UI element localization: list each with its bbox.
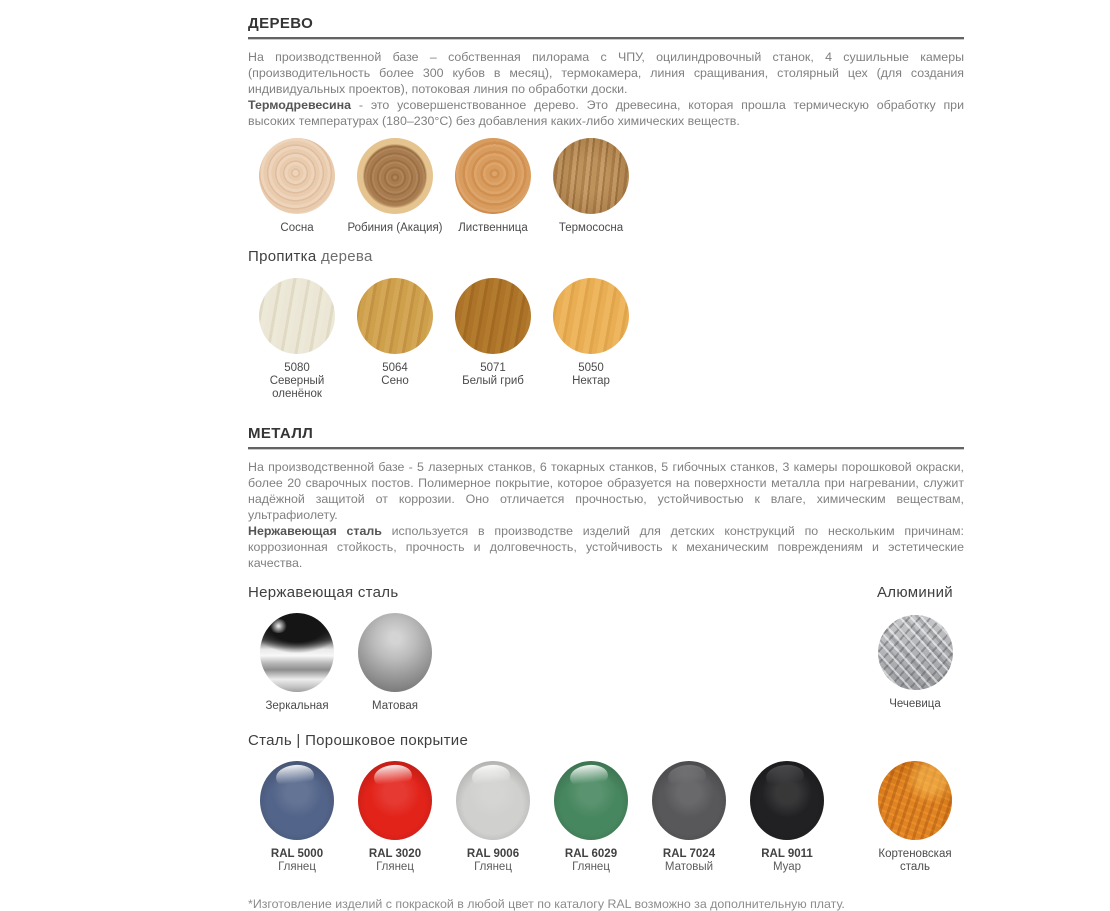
swatch-name-label: Белый гриб <box>462 375 524 387</box>
robinia-cross-section-swatch <box>357 138 433 214</box>
impregnation-5050 <box>542 278 640 401</box>
stainless-mirror <box>248 613 346 713</box>
wood-section-divider <box>248 37 964 40</box>
ral-code-label: RAL 5000 <box>270 848 324 860</box>
content-column <box>248 0 964 911</box>
stainless-matte <box>346 613 444 713</box>
swatch-label: Робиния (Акация) <box>347 222 443 234</box>
metal-paragraph-1: На производственной базе - 5 лазерных станков, 6 токарных станков, 5 гибочных станков, 3 камеры порошковой окраски, более 20 сварочных постов. Полимерное покрытие, которое образуется на поверхности металла при нагревании, служит надёжной защитой от коррозии. Оно отличается прочностью, устойчивостью к влаге, химическим веществам, ультрафиолету. <box>248 460 964 522</box>
ral-code-label: RAL 3020 <box>368 848 422 860</box>
swatch-label: Термососна <box>558 222 624 234</box>
wood-type-thermopine <box>542 138 640 235</box>
ral-code-label: RAL 7024 <box>662 848 716 860</box>
ral-5000-sphere <box>260 761 334 840</box>
swatch-code-label: 5064 <box>382 362 408 374</box>
impregnation-swatch-5064 <box>357 278 433 354</box>
ral-6029 <box>542 761 640 874</box>
impregnation-swatch-5080 <box>259 278 335 354</box>
swatch-name-label: Северный оленёнок <box>269 375 325 400</box>
swatch-label: Сосна <box>280 222 314 234</box>
ral-finish-label: Глянец <box>572 861 610 873</box>
ral-9011-sphere <box>750 761 824 840</box>
corten-steel <box>866 761 964 874</box>
impregnation-swatch-5050 <box>553 278 629 354</box>
ral-7024-sphere <box>652 761 726 840</box>
swatch-label: Матовая <box>372 700 418 712</box>
ral-3020-sphere <box>358 761 432 840</box>
matte-steel-sphere <box>358 613 432 692</box>
ral-5000 <box>248 761 346 874</box>
impregnation-5064 <box>346 278 444 401</box>
corten-steel-swatch <box>878 761 952 840</box>
stainless-aluminum-header <box>248 584 964 602</box>
checker-plate-swatch <box>878 615 953 690</box>
wood-description <box>248 49 964 129</box>
impregnation-heading-main: Пропитка <box>248 248 317 265</box>
swatch-code-label: 5071 <box>480 362 506 374</box>
metal-paragraph-2 <box>248 523 964 571</box>
impregnation-swatch-5071 <box>455 278 531 354</box>
swatch-label: Зеркальная <box>265 700 329 712</box>
ral-9006 <box>444 761 542 874</box>
powder-coating-heading: Сталь | Порошковое покрытие <box>248 732 469 749</box>
metal-description <box>248 459 964 571</box>
swatch-name-label: Нектар <box>572 375 610 387</box>
ral-7024 <box>640 761 738 874</box>
ral-9011 <box>738 761 836 874</box>
metal-paragraph-2-lead: Нержавеющая сталь <box>248 524 382 538</box>
wood-type-robinia <box>346 138 444 235</box>
stainless-row <box>248 613 964 713</box>
swatch-label: Кортеновская сталь <box>878 848 952 873</box>
stainless-heading: Нержавеющая сталь <box>248 584 399 601</box>
swatch-code-label: 5080 <box>284 362 310 374</box>
wood-paragraph-1: На производственной базе – собственная пилорама с ЧПУ, оцилиндровочный станок, 4 сушильные камеры (производительность более 300 кубов в месяц), термокамера, линия сращивания, столярный цех (для создания индивидуальных проектов), потоковая линия по обработки доски. <box>248 50 964 96</box>
ral-finish-label: Глянец <box>474 861 512 873</box>
impregnation-row <box>248 278 964 401</box>
ral-9006-sphere <box>456 761 530 840</box>
wood-type-larch <box>444 138 542 235</box>
swatch-label: Чечевица <box>889 698 941 710</box>
powder-coating-row <box>248 761 964 874</box>
ral-finish-label: Матовый <box>664 861 714 873</box>
impregnation-5071 <box>444 278 542 401</box>
thermopine-grain-swatch <box>553 138 629 214</box>
impregnation-heading <box>248 248 964 265</box>
aluminum-lentil <box>866 615 964 711</box>
metal-section-title: МЕТАЛЛ <box>248 425 314 442</box>
ral-3020 <box>346 761 444 874</box>
ral-code-label: RAL 6029 <box>564 848 618 860</box>
ral-footnote: *Изготовление изделий с покраской в любой цвет по каталогу RAL возможно за дополнительную плату. <box>248 897 845 911</box>
wood-paragraph-2-lead: Термодревесина <box>248 98 352 112</box>
larch-cross-section-swatch <box>455 138 531 214</box>
metal-section-divider <box>248 447 964 450</box>
metal-paragraph-2-rest: используется в производстве изделий для детских конструкций по нескольким причинам: коррозионная стойкость, прочность и долговечность, устойчивость к механическим повреждениям и эстетические качества. <box>248 524 964 570</box>
ral-code-label: RAL 9006 <box>466 848 520 860</box>
wood-paragraph-2-rest: - это усовершенствованное дерево. Это древесина, которая прошла термическую обработку при высоких температурах (180–230°С) без добавления каких-либо химических веществ. <box>248 98 964 128</box>
swatch-label: Лиственница <box>458 222 528 234</box>
aluminum-heading: Алюминий <box>877 584 953 601</box>
ral-finish-label: Глянец <box>278 861 316 873</box>
mirror-steel-sphere <box>260 613 334 692</box>
ral-6029-sphere <box>554 761 628 840</box>
impregnation-5080 <box>248 278 346 401</box>
wood-paragraph-2 <box>248 97 964 129</box>
wood-type-pine <box>248 138 346 235</box>
ral-code-label: RAL 9011 <box>761 848 813 860</box>
ral-finish-label: Муар <box>772 861 802 873</box>
swatch-code-label: 5050 <box>578 362 604 374</box>
wood-types-row <box>248 138 964 235</box>
ral-finish-label: Глянец <box>376 861 414 873</box>
pine-cross-section-swatch <box>259 138 335 214</box>
swatch-name-label: Сено <box>381 375 409 387</box>
wood-section-title: ДЕРЕВО <box>248 15 314 32</box>
impregnation-heading-sub: дерева <box>316 248 373 265</box>
